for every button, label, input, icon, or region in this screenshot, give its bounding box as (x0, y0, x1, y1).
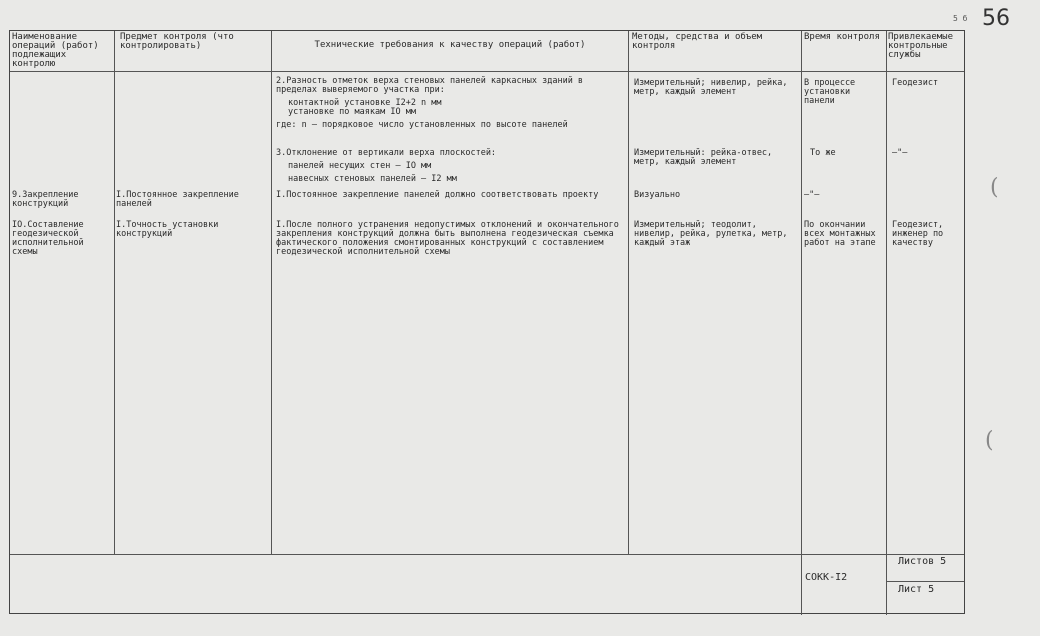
header-divider (10, 71, 964, 72)
row10-subject: I.Точность установки конструкций (116, 220, 219, 239)
column-divider (628, 31, 629, 555)
row3-requirements (276, 149, 624, 184)
corner-mark: 5 б (953, 14, 968, 23)
req-beacons: установке по маякам IO мм (288, 107, 416, 117)
row3-time: То же (810, 148, 836, 158)
header-time: Время контроля (804, 32, 880, 42)
req-contact: контактной установке I2+2 n мм (288, 98, 442, 108)
req-where: где: n – порядковое число установленных по высоте панелей (276, 120, 568, 130)
margin-bracket-mark: ( (985, 428, 994, 453)
row10-operation: IO.Составление геодезической исполнительной схемы (12, 220, 84, 257)
header-operation: Наименование операций (работ) подлежащих контролю (12, 32, 99, 69)
row2-requirements (276, 77, 624, 130)
column-divider (114, 31, 115, 555)
req-main: 3.Отклонение от вертикали верха плоскостей: (276, 148, 497, 158)
document-code: СОКК-I2 (805, 572, 848, 583)
row10-time: По окончании всех монтажных работ на этапе (804, 220, 876, 248)
row10-methods: Измерительный; теодолит, нивелир, рейка, рулетка, метр, каждый этаж (634, 220, 788, 248)
column-divider (271, 31, 272, 555)
row9-subject: I.Постоянное закрепление панелей (116, 190, 239, 209)
row3-methods: Измерительный: рейка-отвес, метр, каждый элемент (634, 148, 773, 167)
row9-time: –"– (804, 190, 820, 200)
footer-divider (10, 554, 964, 555)
margin-bracket-mark: ( (990, 175, 999, 200)
req-load: панелей несущих стен – IO мм (288, 161, 432, 171)
row2-methods: Измерительный; нивелир, рейка, метр, каждый элемент (634, 78, 788, 97)
sheets-total: Листов 5 (898, 556, 947, 567)
header-subject: Предмет контроля (что контролировать) (120, 32, 234, 51)
req-main: 2.Разность отметок верха стеновых панелей каркасных зданий в пределах выверяемого участка при: (276, 76, 584, 95)
page-number: 56 (982, 6, 1010, 31)
row9-methods: Визуально (634, 190, 681, 200)
row10-services: Геодезист, инженер по качеству (892, 220, 944, 248)
row9-operation: 9.Закрепление конструкций (12, 190, 79, 209)
row3-services: –"– (892, 148, 908, 158)
row2-services: Геодезист (892, 78, 939, 88)
row9-requirements: I.Постоянное закрепление панелей должно соответствовать проекту (276, 190, 599, 200)
req-hinged: навесных стеновых панелей – I2 мм (288, 174, 457, 184)
column-divider (886, 31, 887, 615)
header-services: Привлекаемые контрольные службы (888, 32, 954, 60)
sheet-number: Лист 5 (898, 584, 935, 595)
control-table (9, 30, 965, 614)
row10-requirements: I.После полного устранения недопустимых отклонений и окончательного закрепления конструкций должна быть выполнена геодезическая съемка фактического положения смонтированных конструкций с составлением геодезической исполнительной схемы (276, 220, 619, 257)
footer-sheet-divider (886, 581, 964, 582)
row2-time: В процессе установки панели (804, 78, 856, 106)
header-requirements: Технические требования к качеству операций (работ) (314, 40, 586, 50)
column-divider (801, 31, 802, 615)
header-methods: Методы, средства и объем контроля (632, 32, 763, 51)
